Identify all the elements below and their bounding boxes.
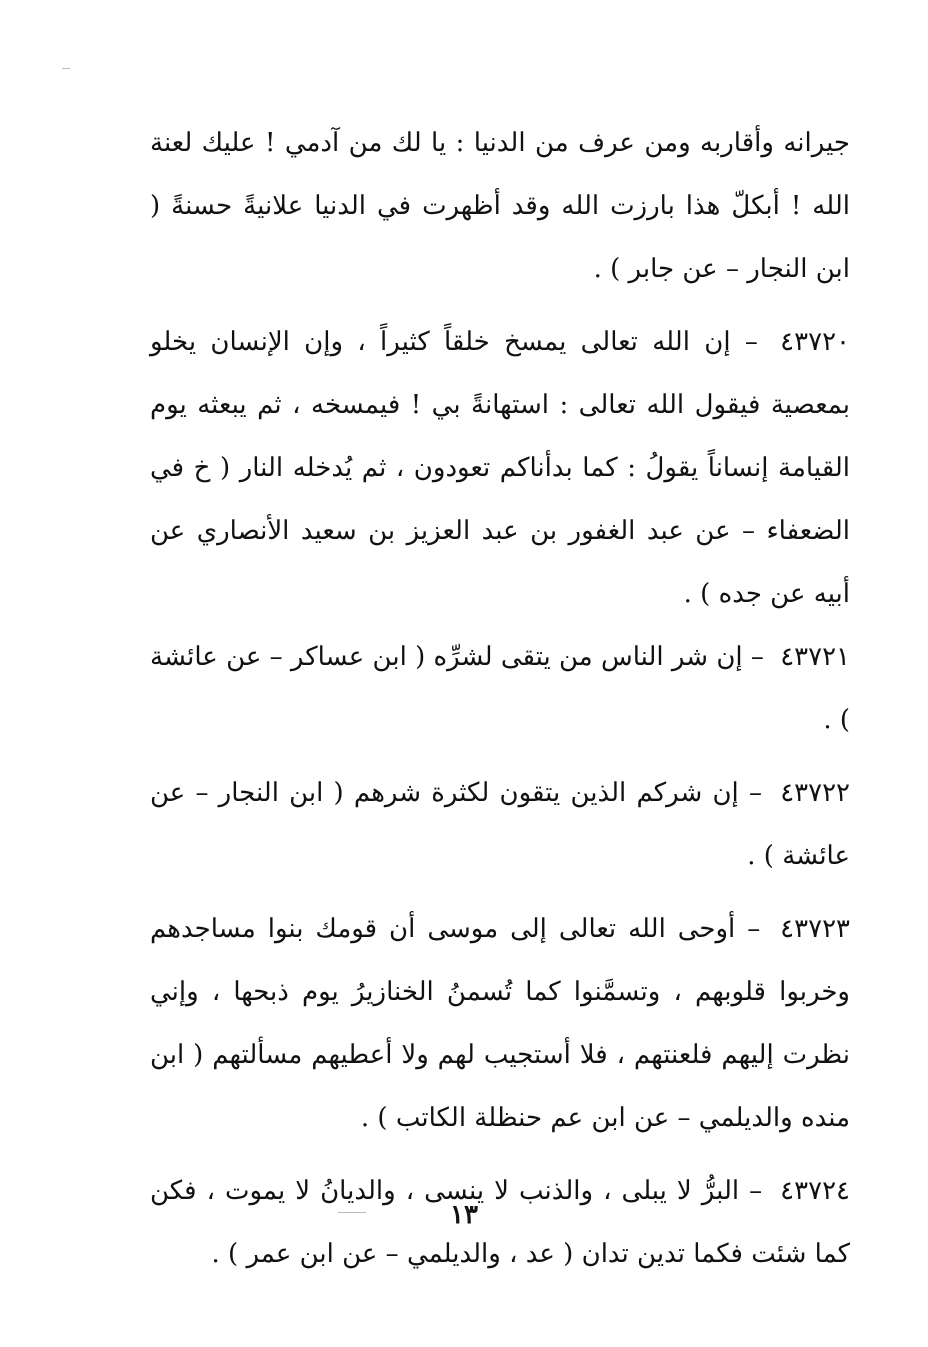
- hadith-entry: [150, 626, 850, 752]
- hadith-text: – إن الله تعالى يمسخ خلقاً كثيراً ، وإن الإنسان يخلو بمعصية فيقول الله تعالى : استهانةً بي ! فيمسخه ، ثم يبعثه يوم القيامة إنساناً يقولُ : كما بدأناكم تعودون ، ثم يُدخله النار ( خ في الضعفاء – عن عبد الغفور بن عبد العزيز بن سعيد الأنصاري عن أبيه عن جده ) .: [150, 327, 850, 609]
- hadith-number: ٤٣٧٢٠: [780, 327, 850, 357]
- page-number: ١٣: [450, 1200, 478, 1230]
- scan-speck: [62, 68, 70, 69]
- hadith-number: ٤٣٧٢٢: [780, 778, 851, 808]
- continuation-paragraph: جيرانه وأقاربه ومن عرف من الدنيا : يا لك من آدمي ! عليك لعنة الله ! أبكلّ هذا بارزت الله وقد أظهرت في الدنيا علانيةً حسنةً ( ابن النجار – عن جابر ) .: [150, 128, 850, 284]
- hadith-number: ٤٣٧٢١: [780, 642, 851, 672]
- hadith-entry: [150, 311, 850, 626]
- hadith-number: ٤٣٧٢٤: [780, 1176, 850, 1206]
- hadith-text: – إن شركم الذين يتقون لكثرة شرهم ( ابن النجار – عن عائشة ) .: [150, 778, 850, 871]
- hadith-number: ٤٣٧٢٣: [780, 914, 850, 944]
- hadith-entry: [150, 898, 850, 1150]
- page-body: [150, 112, 850, 1286]
- hadith-text: – أوحى الله تعالى إلى موسى أن قومك بنوا مساجدهم وخربوا قلوبهم ، وتسمَّنوا كما تُسمنُ الخنازيرُ يوم ذبحها ، وإني نظرت إليهم فلعنتهم ، فلا أستجيب لهم ولا أعطيهم مسألتهم ( ابن منده والديلمي – عن ابن عم حنظلة الكاتب ) .: [150, 914, 850, 1133]
- hadith-text: – البرُّ لا يبلى ، والذنب لا ينسى ، والديانُ لا يموت ، فكن كما شئت فكما تدين تدان ( عد ، والديلمي – عن ابن عمر ) .: [150, 1176, 850, 1269]
- hadith-entry: [150, 762, 850, 888]
- hadith-text: – إن شر الناس من يتقى لشرِّه ( ابن عساكر – عن عائشة ) .: [150, 642, 850, 735]
